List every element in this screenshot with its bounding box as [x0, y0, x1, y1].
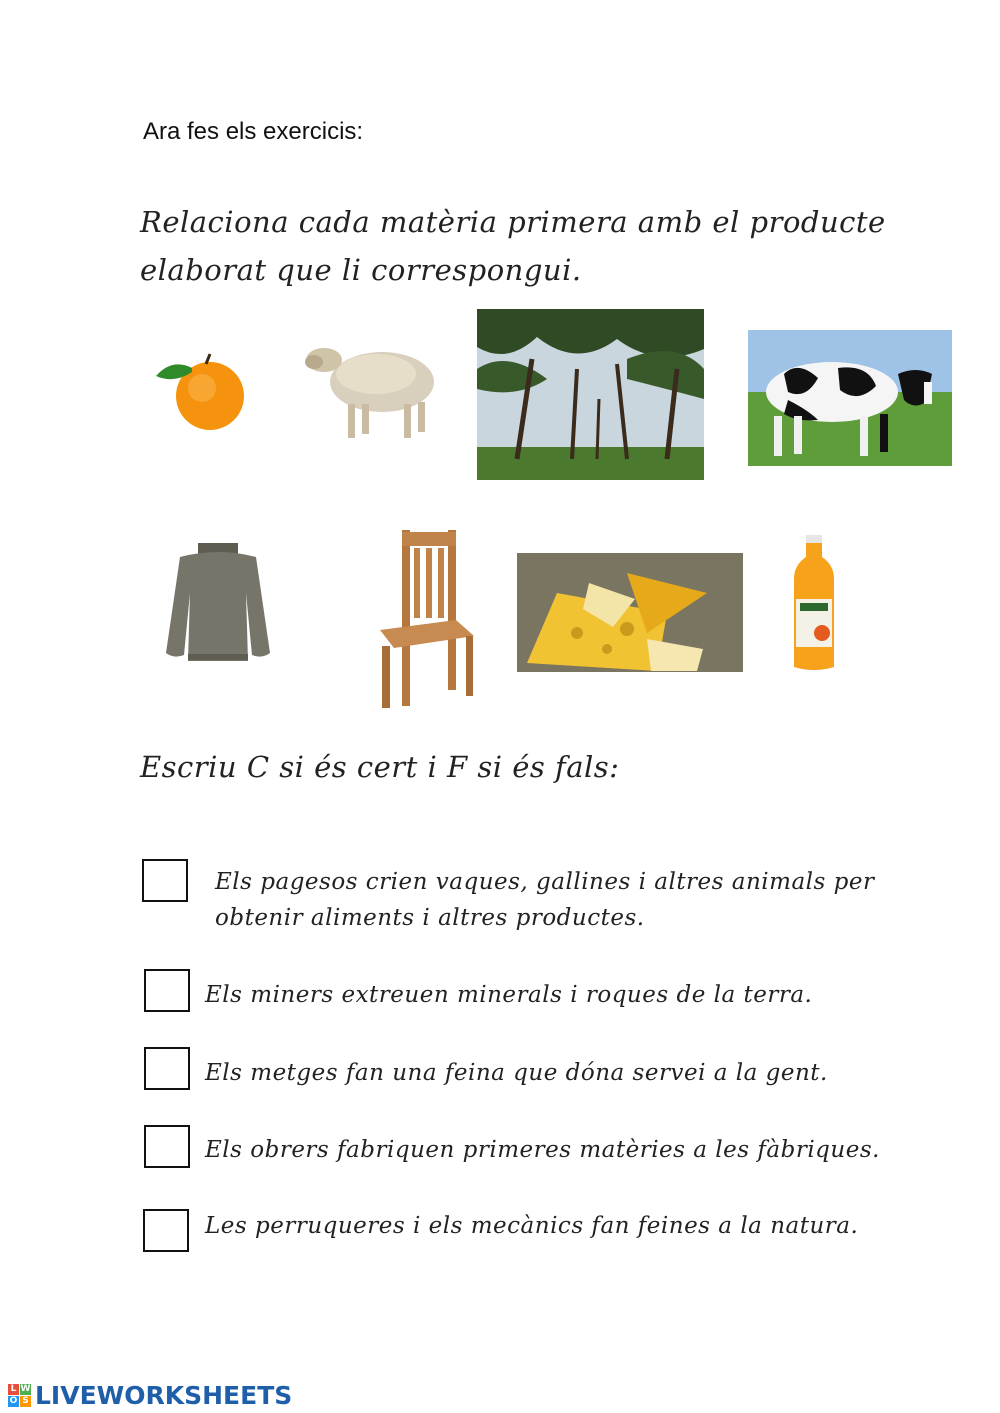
- answer-box-1[interactable]: [142, 859, 188, 902]
- brand-name: LIVEWORKSHEETS: [35, 1380, 293, 1410]
- matching-instruction: [140, 198, 940, 294]
- liveworksheets-footer[interactable]: [8, 1380, 292, 1410]
- statement-1: [215, 864, 955, 936]
- answer-box-5[interactable]: [143, 1209, 189, 1252]
- matching-instruction-line2: elaborat que li correspongui.: [140, 253, 582, 287]
- liveworksheets-logo-icon: [8, 1384, 31, 1407]
- logo-tile-2: W: [20, 1383, 31, 1394]
- statement-4: Els obrers fabriquen primeres matèries a les fàbriques.: [205, 1137, 880, 1163]
- statement-1-line1: Els pagesos crien vaques, gallines i altres animals per: [215, 869, 875, 895]
- logo-tile-3: O: [9, 1395, 18, 1406]
- statement-5: Les perruqueres i els mecànics fan feines a la natura.: [205, 1213, 859, 1239]
- matching-instruction-line1: Relaciona cada matèria primera amb el producte: [140, 205, 886, 239]
- orange-image[interactable]: [152, 350, 248, 434]
- statement-2: Els miners extreuen minerals i roques de la terra.: [205, 982, 813, 1008]
- answer-box-2[interactable]: [144, 969, 190, 1012]
- intro-text: Ara fes els exercicis:: [143, 118, 364, 145]
- cheese-image[interactable]: [517, 553, 743, 672]
- sweater-image[interactable]: [158, 533, 278, 671]
- statement-1-line2: obtenir aliments i altres productes.: [215, 905, 645, 931]
- cow-image[interactable]: [748, 330, 952, 466]
- logo-tile-1: L: [8, 1384, 19, 1395]
- forest-image[interactable]: [477, 309, 704, 480]
- answer-box-4[interactable]: [144, 1125, 190, 1168]
- logo-tile-4: S: [20, 1396, 31, 1407]
- answer-box-3[interactable]: [144, 1047, 190, 1090]
- chair-image[interactable]: [372, 522, 486, 722]
- sheep-image[interactable]: [300, 330, 442, 445]
- statement-3: Els metges fan una feina que dóna servei a la gent.: [205, 1060, 828, 1086]
- juice-bottle-image[interactable]: [790, 535, 838, 672]
- true-false-instruction: Escriu C si és cert i F si és fals:: [140, 750, 620, 784]
